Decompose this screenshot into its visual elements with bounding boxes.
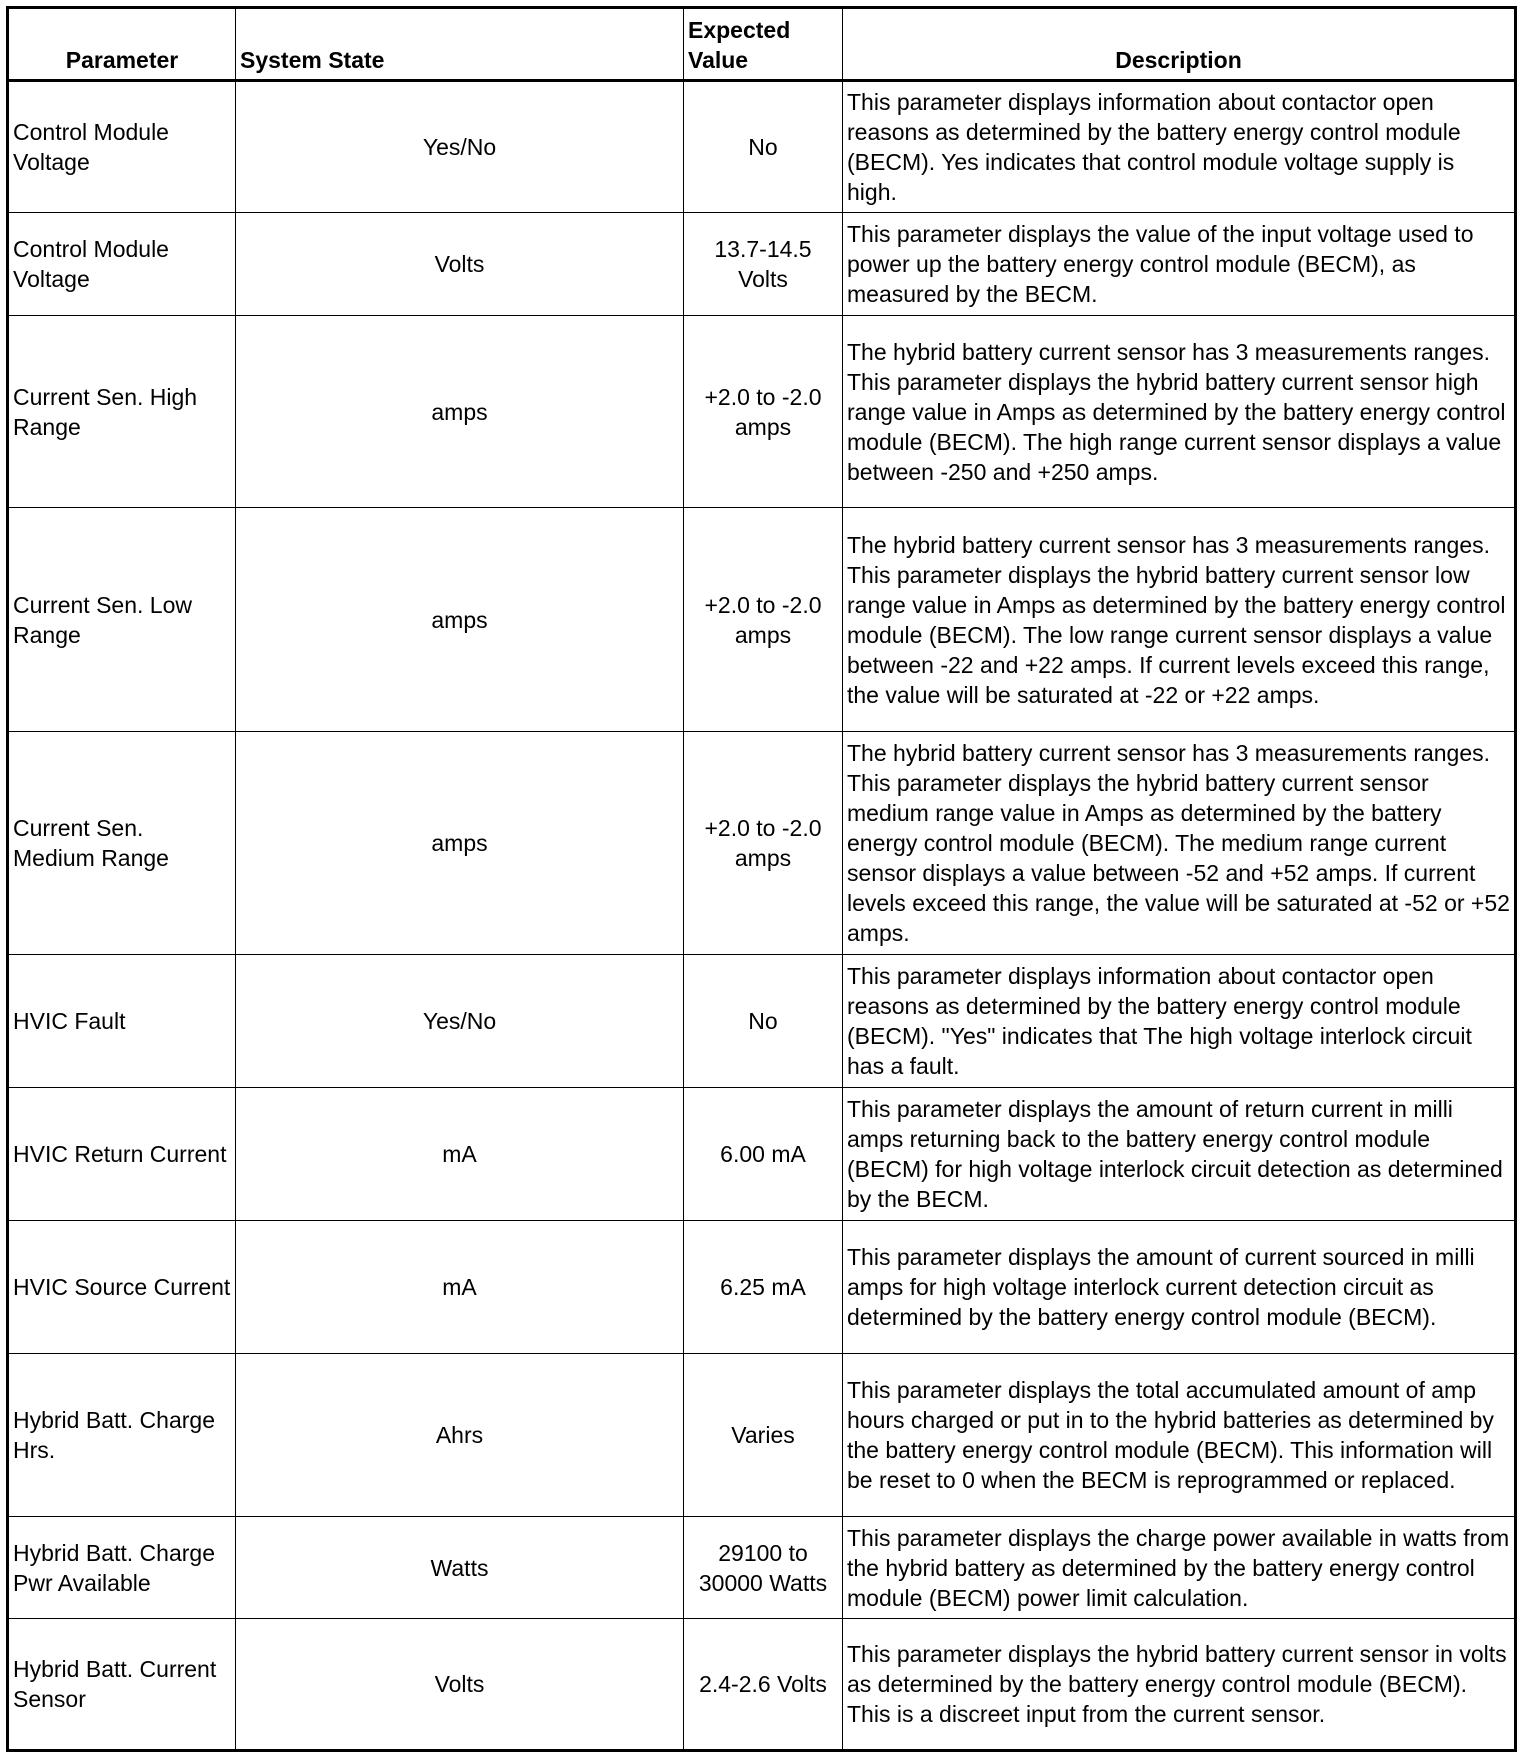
cell-expected-value: +2.0 to -2.0 amps (684, 732, 843, 955)
cell-expected-value: No (684, 81, 843, 213)
header-parameter: Parameter (8, 8, 236, 81)
cell-system-state: amps (236, 316, 684, 508)
cell-system-state: mA (236, 1221, 684, 1354)
cell-system-state: Yes/No (236, 955, 684, 1088)
cell-description: This parameter displays the total accumulated amount of amp hours charged or put in to the hybrid batteries as determined by the battery energy control module (BECM). This information will be reset to 0 when the BECM is reprogrammed or replaced. (843, 1354, 1516, 1517)
cell-parameter: HVIC Return Current (8, 1088, 236, 1221)
cell-parameter: Hybrid Batt. Charge Pwr Available (8, 1517, 236, 1619)
cell-expected-value: +2.0 to -2.0 amps (684, 316, 843, 508)
cell-description: This parameter displays the amount of current sourced in milli amps for high voltage interlock current detection circuit as determined by the battery energy control module (BECM). (843, 1221, 1516, 1354)
cell-description: This parameter displays the charge power available in watts from the hybrid battery as determined by the battery energy control module (BECM) power limit calculation. (843, 1517, 1516, 1619)
table-row (8, 1088, 1516, 1221)
table-header (8, 8, 1516, 81)
cell-system-state: mA (236, 1088, 684, 1221)
cell-description: This parameter displays the amount of return current in milli amps returning back to the battery energy control module (BECM) for high voltage interlock circuit detection as determined by the BECM. (843, 1088, 1516, 1221)
table-row (8, 1619, 1516, 1751)
cell-description: The hybrid battery current sensor has 3 measurements ranges. This parameter displays the hybrid battery current sensor high range value in Amps as determined by the battery energy control module (BECM). The high range current sensor displays a value between -250 and +250 amps. (843, 316, 1516, 508)
table-row (8, 1517, 1516, 1619)
cell-expected-value: No (684, 955, 843, 1088)
table-row (8, 81, 1516, 213)
cell-system-state: Watts (236, 1517, 684, 1619)
cell-description: This parameter displays information about contactor open reasons as determined by the battery energy control module (BECM). Yes indicates that control module voltage supply is high. (843, 81, 1516, 213)
cell-parameter: Current Sen. Low Range (8, 508, 236, 732)
cell-description: This parameter displays the hybrid battery current sensor in volts as determined by the battery energy control module (BECM). This is a discreet input from the current sensor. (843, 1619, 1516, 1751)
cell-expected-value: 6.25 mA (684, 1221, 843, 1354)
cell-system-state: Volts (236, 213, 684, 316)
cell-expected-value: Varies (684, 1354, 843, 1517)
cell-parameter: HVIC Fault (8, 955, 236, 1088)
cell-system-state: Volts (236, 1619, 684, 1751)
cell-system-state: Ahrs (236, 1354, 684, 1517)
cell-expected-value: 6.00 mA (684, 1088, 843, 1221)
parameter-table-sheet (6, 6, 1514, 1752)
cell-description: This parameter displays the value of the input voltage used to power up the battery energy control module (BECM), as measured by the BECM. (843, 213, 1516, 316)
table-row (8, 213, 1516, 316)
cell-parameter: Control Module Voltage (8, 213, 236, 316)
cell-description: The hybrid battery current sensor has 3 measurements ranges. This parameter displays the hybrid battery current sensor low range value in Amps as determined by the battery energy control module (BECM). The low range current sensor displays a value between -22 and +22 amps. If current levels exceed this range, the value will be saturated at -22 or +22 amps. (843, 508, 1516, 732)
parameter-table (6, 6, 1517, 1752)
cell-expected-value: 29100 to 30000 Watts (684, 1517, 843, 1619)
table-row (8, 1354, 1516, 1517)
cell-system-state: amps (236, 508, 684, 732)
cell-parameter: Current Sen. Medium Range (8, 732, 236, 955)
cell-system-state: amps (236, 732, 684, 955)
cell-expected-value: +2.0 to -2.0 amps (684, 508, 843, 732)
header-expected-value: Expected Value (684, 8, 843, 81)
cell-expected-value: 2.4-2.6 Volts (684, 1619, 843, 1751)
table-row (8, 732, 1516, 955)
cell-expected-value: 13.7-14.5 Volts (684, 213, 843, 316)
cell-parameter: HVIC Source Current (8, 1221, 236, 1354)
table-body (8, 81, 1516, 1751)
cell-parameter: Hybrid Batt. Charge Hrs. (8, 1354, 236, 1517)
header-description: Description (843, 8, 1516, 81)
cell-parameter: Current Sen. High Range (8, 316, 236, 508)
cell-description: The hybrid battery current sensor has 3 measurements ranges. This parameter displays the hybrid battery current sensor medium range value in Amps as determined by the battery energy control module (BECM). The medium range current sensor displays a value between -52 and +52 amps. If current levels exceed this range, the value will be saturated at -52 or +52 amps. (843, 732, 1516, 955)
header-row (8, 8, 1516, 81)
table-row (8, 316, 1516, 508)
cell-system-state: Yes/No (236, 81, 684, 213)
cell-parameter: Control Module Voltage (8, 81, 236, 213)
header-system-state: System State (236, 8, 684, 81)
table-row (8, 508, 1516, 732)
cell-parameter: Hybrid Batt. Current Sensor (8, 1619, 236, 1751)
table-row (8, 955, 1516, 1088)
cell-description: This parameter displays information about contactor open reasons as determined by the battery energy control module (BECM). "Yes" indicates that The high voltage interlock circuit has a fault. (843, 955, 1516, 1088)
table-row (8, 1221, 1516, 1354)
